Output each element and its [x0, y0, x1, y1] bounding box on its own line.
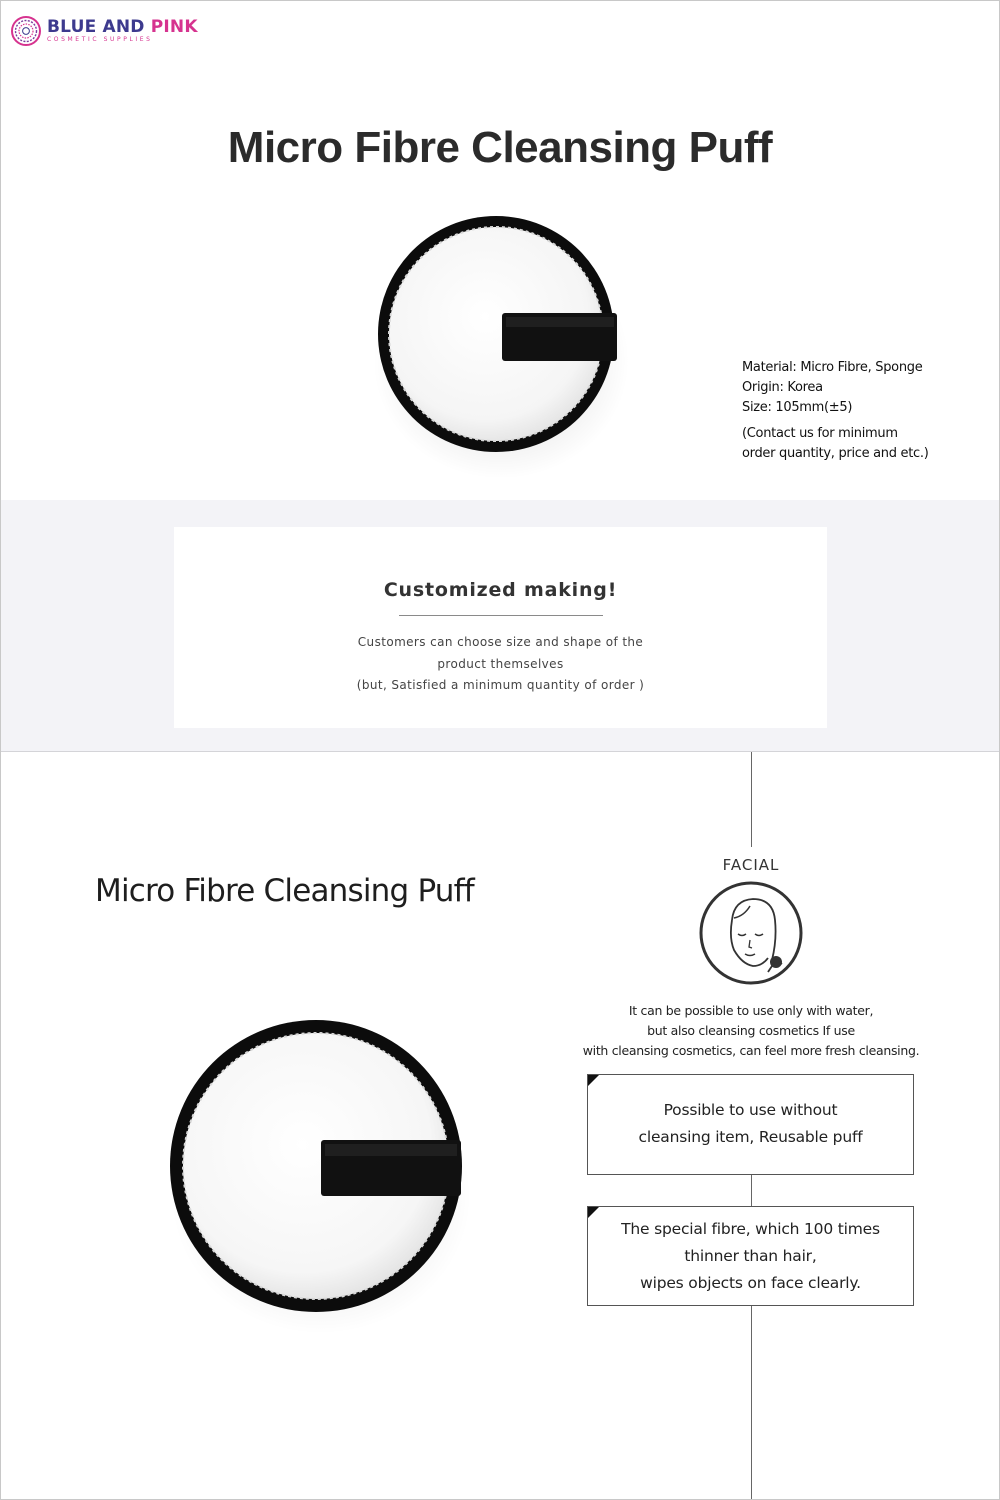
- feature1-line2: cleansing item, Reusable puff: [638, 1128, 863, 1146]
- feature2-line1: The special fibre, which 100 times: [621, 1220, 880, 1238]
- facial-label: FACIAL: [722, 856, 780, 874]
- brand-name-blue: BLUE AND: [47, 17, 151, 37]
- customized-line2: product themselves: [437, 656, 564, 671]
- customized-card: [174, 527, 827, 728]
- brand-tagline: COSMETIC SUPPLIES: [47, 36, 153, 43]
- facial-desc-line1: It can be possible to use only with water,: [628, 1003, 874, 1018]
- corner-mark: [588, 1207, 599, 1218]
- connector-line: [751, 1175, 752, 1206]
- facial-desc-line2: but also cleansing cosmetics If use: [647, 1023, 855, 1038]
- customized-line3: (but, Satisfied a minimum quantity of order ): [356, 678, 645, 692]
- cleansing-puff-image: [366, 211, 636, 481]
- brand-logo[interactable]: [11, 16, 198, 46]
- feature2-line3: wipes objects on face clearly.: [640, 1274, 861, 1292]
- connector-line: [751, 752, 752, 847]
- feature-box-reusable: [587, 1074, 914, 1175]
- customized-title: Customized making!: [383, 579, 618, 601]
- feature1-line1: Possible to use without: [663, 1101, 838, 1119]
- corner-mark: [588, 1075, 599, 1086]
- facial-description: [561, 1001, 941, 1061]
- facial-desc-line3: with cleansing cosmetics, can feel more fresh cleansing.: [582, 1043, 920, 1058]
- spec-note-line1: (Contact us for minimum: [742, 426, 898, 441]
- feature-box-fibre: [587, 1206, 914, 1306]
- spec-origin: Origin: Korea: [742, 380, 823, 395]
- facial-icon: [698, 880, 804, 986]
- customized-line1: Customers can choose size and shape of the: [357, 635, 644, 649]
- brand-logo-icon: [11, 16, 41, 46]
- spec-material: Material: Micro Fibre, Sponge: [742, 360, 923, 375]
- divider: [399, 615, 603, 616]
- spec-size: Size: 105mm(±5): [742, 400, 853, 415]
- cleansing-puff-image: [161, 1016, 481, 1336]
- customized-section: [1, 500, 999, 752]
- product-specs: [742, 358, 928, 464]
- spec-note-line2: order quantity, price and etc.): [742, 446, 929, 461]
- page-title: Micro Fibre Cleansing Puff: [227, 123, 773, 172]
- brand-name: [47, 19, 198, 36]
- customized-text: [174, 632, 827, 697]
- connector-line: [751, 1306, 752, 1499]
- feature2-line2: thinner than hair,: [684, 1247, 817, 1265]
- brand-name-pink: PINK: [150, 17, 198, 37]
- section-title: Micro Fibre Cleansing Puff: [95, 873, 474, 909]
